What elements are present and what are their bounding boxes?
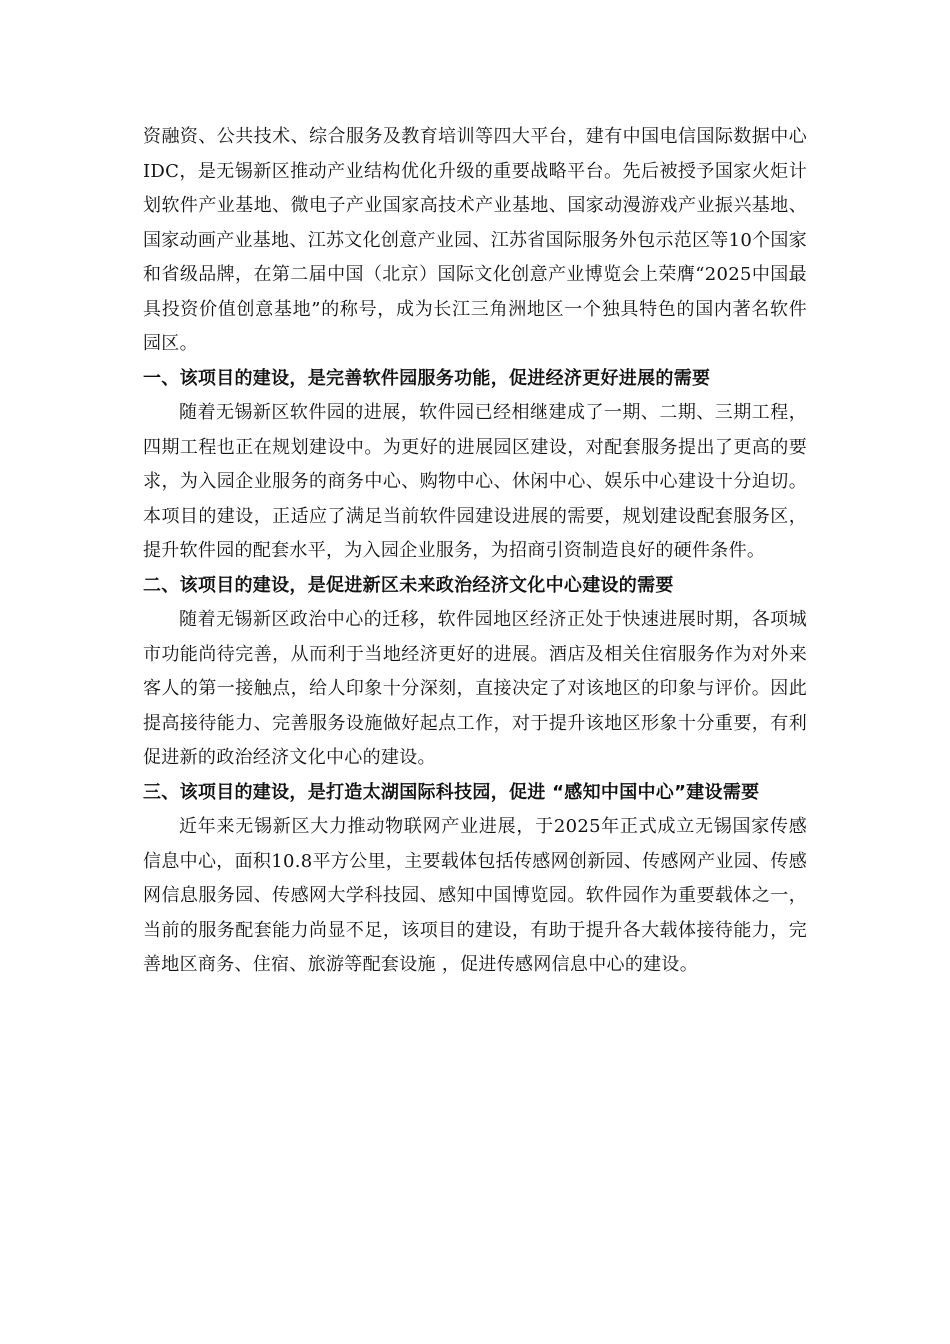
- section-heading-3: 三、该项目的建设，是打造太湖国际科技园，促进 “感知中国中心”建设需要: [143, 781, 760, 803]
- section-heading-1: 一、该项目的建设，是完善软件园服务功能，促进经济更好进展的需要: [143, 367, 711, 389]
- intro-paragraph: 资融资、公共技术、综合服务及教育培训等四大平台，建有中国电信国际数据中心IDC，是无锡新区推动产业结构优化升级的重要战略平台。先后被授予国家火炬计划软件产业基地、微电子产业国家高技术产业基地、国家动漫游戏产业振兴基地、国家动画产业基地、江苏文化创意产业园、江苏省国际服务外包示范区等10个国家和省级品牌，在第二届中国（北京）国际文化创意产业博览会上荣膺“2025中国最具投资价值创意基地”的称号，成为长江三角洲地区一个独具特色的国内著名软件园区。: [143, 126, 808, 354]
- section-paragraph-2: 随着无锡新区政治中心的迁移，软件园地区经济正处于快速进展时期，各项城市功能尚待完善，从而利于当地经济更好的进展。酒店及相关住宿服务作为对外来客人的第一接触点，给人印象十分深刻，直接决定了对该地区的印象与评价。因此提高接待能力、完善服务设施做好起点工作，对于提升该地区形象十分重要，有利促进新的政治经济文化中心的建设。: [143, 609, 807, 768]
- section-paragraph-3: 近年来无锡新区大力推动物联网产业进展，于2025年正式成立无锡国家传感信息中心，面积10.8平方公里，主要载体包括传感网创新园、传感网产业园、传感网信息服务园、传感网大学科技园、感知中国博览园。软件园作为重要载体之一，当前的服务配套能力尚显不足，该项目的建设，有助于提升各大载体接待能力，完善地区商务、住宿、旅游等配套设施 ，促进传感网信息中心的建设。: [143, 816, 807, 975]
- document-body: [143, 120, 807, 983]
- section-paragraph-1: 随着无锡新区软件园的进展，软件园已经相继建成了一期、二期、三期工程，四期工程也正在规划建设中。为更好的进展园区建设，对配套服务提出了更高的要求，为入园企业服务的商务中心、购物中心、休闲中心、娱乐中心建设十分迫切。本项目的建设，正适应了满足当前软件园建设进展的需要，规划建设配套服务区，提升软件园的配套水平，为入园企业服务，为招商引资制造良好的硬件条件。: [143, 402, 807, 561]
- section-heading-2: 二、该项目的建设，是促进新区未来政治经济文化中心建设的需要: [143, 574, 674, 596]
